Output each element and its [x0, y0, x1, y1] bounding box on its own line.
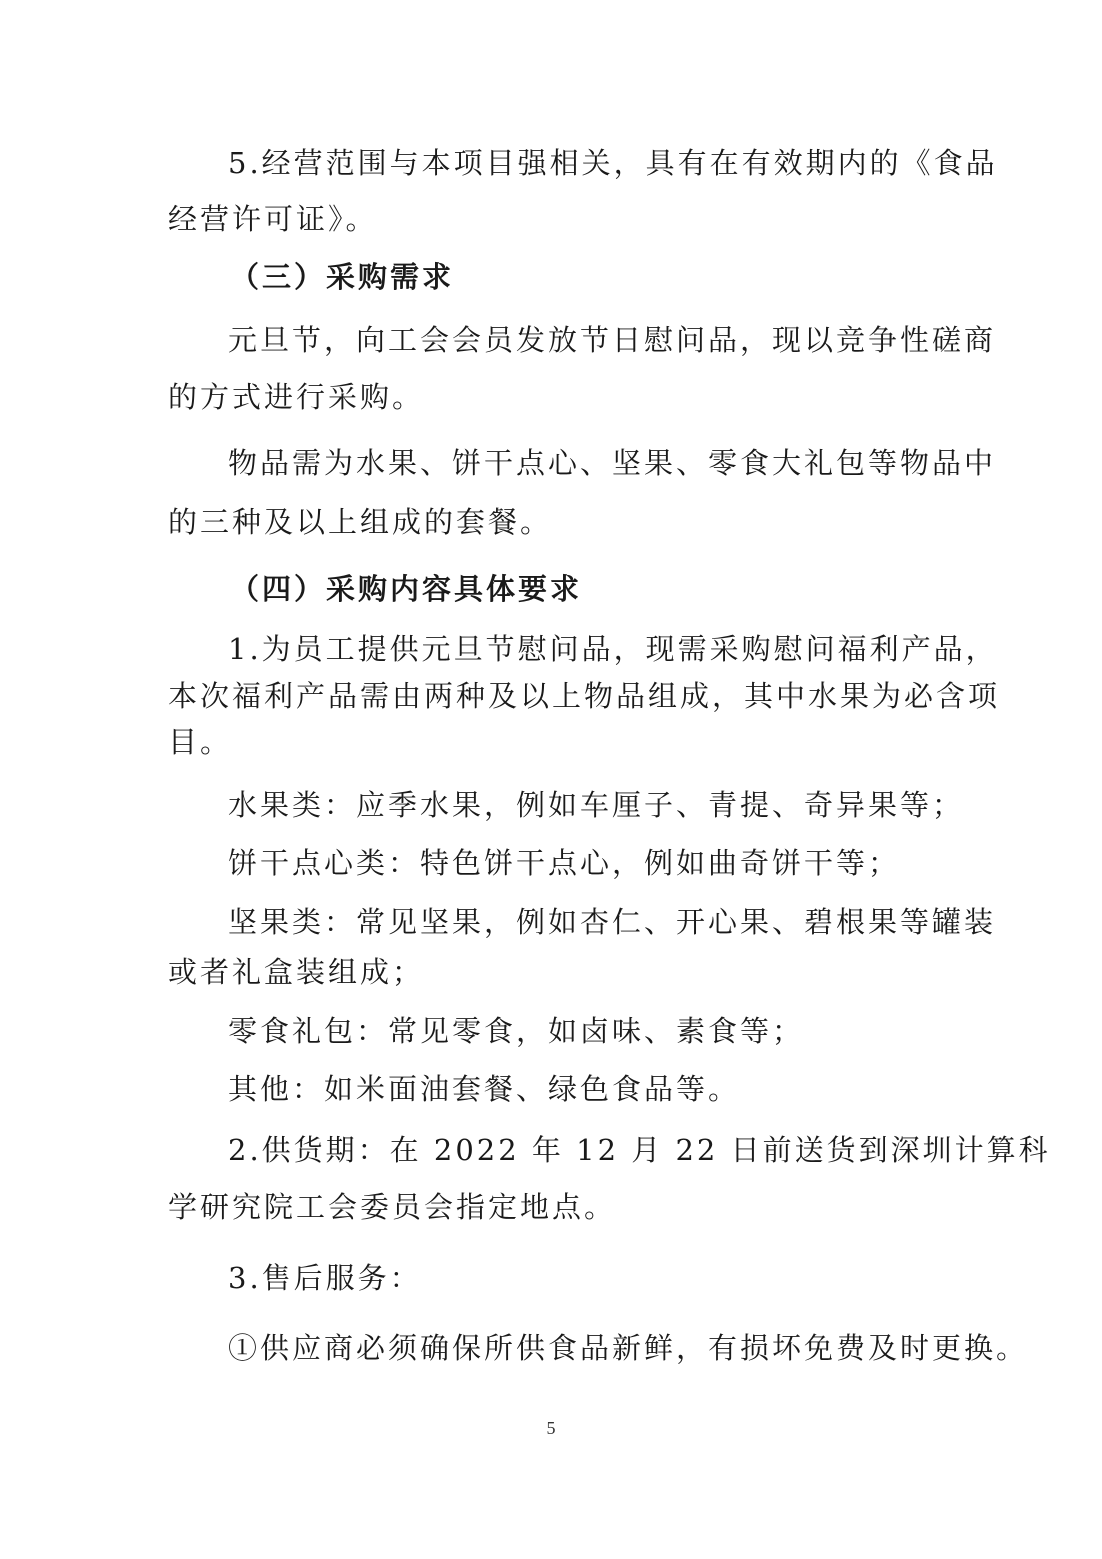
section-heading-specific-requirements: （四）采购内容具体要求	[230, 572, 583, 606]
list-item-biscuits: 饼干点心类：特色饼干点心，例如曲奇饼干等；	[228, 846, 901, 880]
paragraph-req-1-line-3: 目。	[168, 725, 233, 759]
list-item-nuts-line-2: 或者礼盒装组成；	[168, 955, 425, 989]
paragraph-needs-line-1: 元旦节，向工会会员发放节日慰问品，现以竞争性磋商	[228, 323, 997, 357]
paragraph-delivery-line-2: 学研究院工会委员会指定地点。	[168, 1190, 617, 1224]
paragraph-req-1-line-2: 本次福利产品需由两种及以上物品组成，其中水果为必含项	[168, 679, 1001, 713]
paragraph-item-5-line-2: 经营许可证》。	[168, 202, 378, 236]
paragraph-delivery-line-1: 2.供货期：在 2022 年 12 月 22 日前送货到深圳计算科	[228, 1133, 1051, 1167]
page-number: 5	[546, 1418, 556, 1438]
paragraph-items-line-2: 的三种及以上组成的套餐。	[168, 505, 553, 539]
paragraph-needs-line-2: 的方式进行采购。	[168, 380, 425, 414]
paragraph-after-sales-item-1: ①供应商必须确保所供食品新鲜，有损坏免费及时更换。	[228, 1331, 1029, 1365]
list-item-other: 其他：如米面油套餐、绿色食品等。	[228, 1072, 741, 1106]
paragraph-items-line-1: 物品需为水果、饼干点心、坚果、零食大礼包等物品中	[228, 446, 997, 480]
paragraph-req-1-line-1: 1.为员工提供元旦节慰问品，现需采购慰问福利产品，	[228, 632, 998, 666]
list-item-nuts-line-1: 坚果类：常见坚果，例如杏仁、开心果、碧根果等罐装	[228, 905, 997, 939]
list-item-fruit: 水果类：应季水果，例如车厘子、青提、奇异果等；	[228, 788, 965, 822]
list-item-snacks: 零食礼包：常见零食，如卤味、素食等；	[228, 1014, 805, 1048]
section-heading-procurement-needs: （三）采购需求	[230, 260, 455, 294]
paragraph-item-5-line-1: 5.经营范围与本项目强相关，具有在有效期内的《食品	[228, 146, 998, 180]
paragraph-after-sales: 3.售后服务：	[228, 1261, 422, 1295]
